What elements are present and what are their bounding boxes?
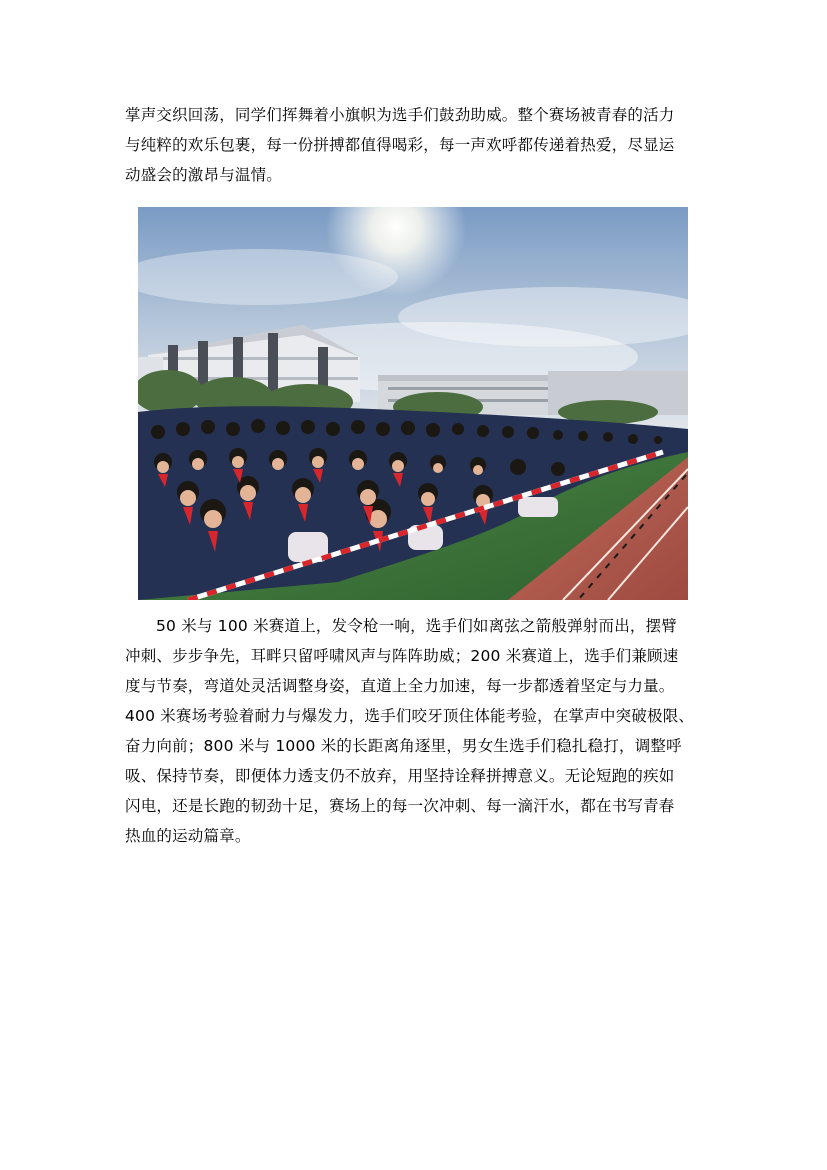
paragraph-line: 奋力向前；800 米与 1000 米的长距离角逐里，男女生选手们稳扎稳打，调整呼 xyxy=(125,737,682,755)
photo-illustration xyxy=(138,207,688,600)
paragraph-line: 50 米与 100 米赛道上，发令枪一响，选手们如离弦之箭般弹射而出，摆臂 xyxy=(156,617,677,635)
paragraph-line: 400 米赛场考验着耐力与爆发力，选手们咬牙顶住体能考验，在掌声中突破极限、 xyxy=(125,707,695,725)
paragraph-cheering xyxy=(125,100,703,190)
paragraph-line: 闪电，还是长跑的韧劲十足，赛场上的每一次冲刺、每一滴汗水，都在书写青春 xyxy=(125,797,675,815)
paragraph-line: 吸、保持节奏，即便体力透支仍不放弃，用坚持诠释拼搏意义。无论短跑的疾如 xyxy=(125,767,675,785)
paragraph-line: 掌声交织回荡，同学们挥舞着小旗帜为选手们鼓劲助威。整个赛场被青春的活力 xyxy=(125,106,675,124)
paragraph-line: 度与节奏，弯道处灵活调整身姿，直道上全力加速，每一步都透着坚定与力量。 xyxy=(125,677,675,695)
sports-meet-photo xyxy=(138,207,688,600)
paragraph-line: 与纯粹的欢乐包裹，每一份拼搏都值得喝彩，每一声欢呼都传递着热爱，尽显运 xyxy=(125,136,675,154)
paragraph-line: 动盛会的激昂与温情。 xyxy=(125,166,283,184)
paragraph-line: 冲刺、步步争先，耳畔只留呼啸风声与阵阵助威；200 米赛道上，选手们兼顾速 xyxy=(125,647,679,665)
paragraph-line: 热血的运动篇章。 xyxy=(125,827,251,845)
paragraph-races xyxy=(125,611,703,851)
